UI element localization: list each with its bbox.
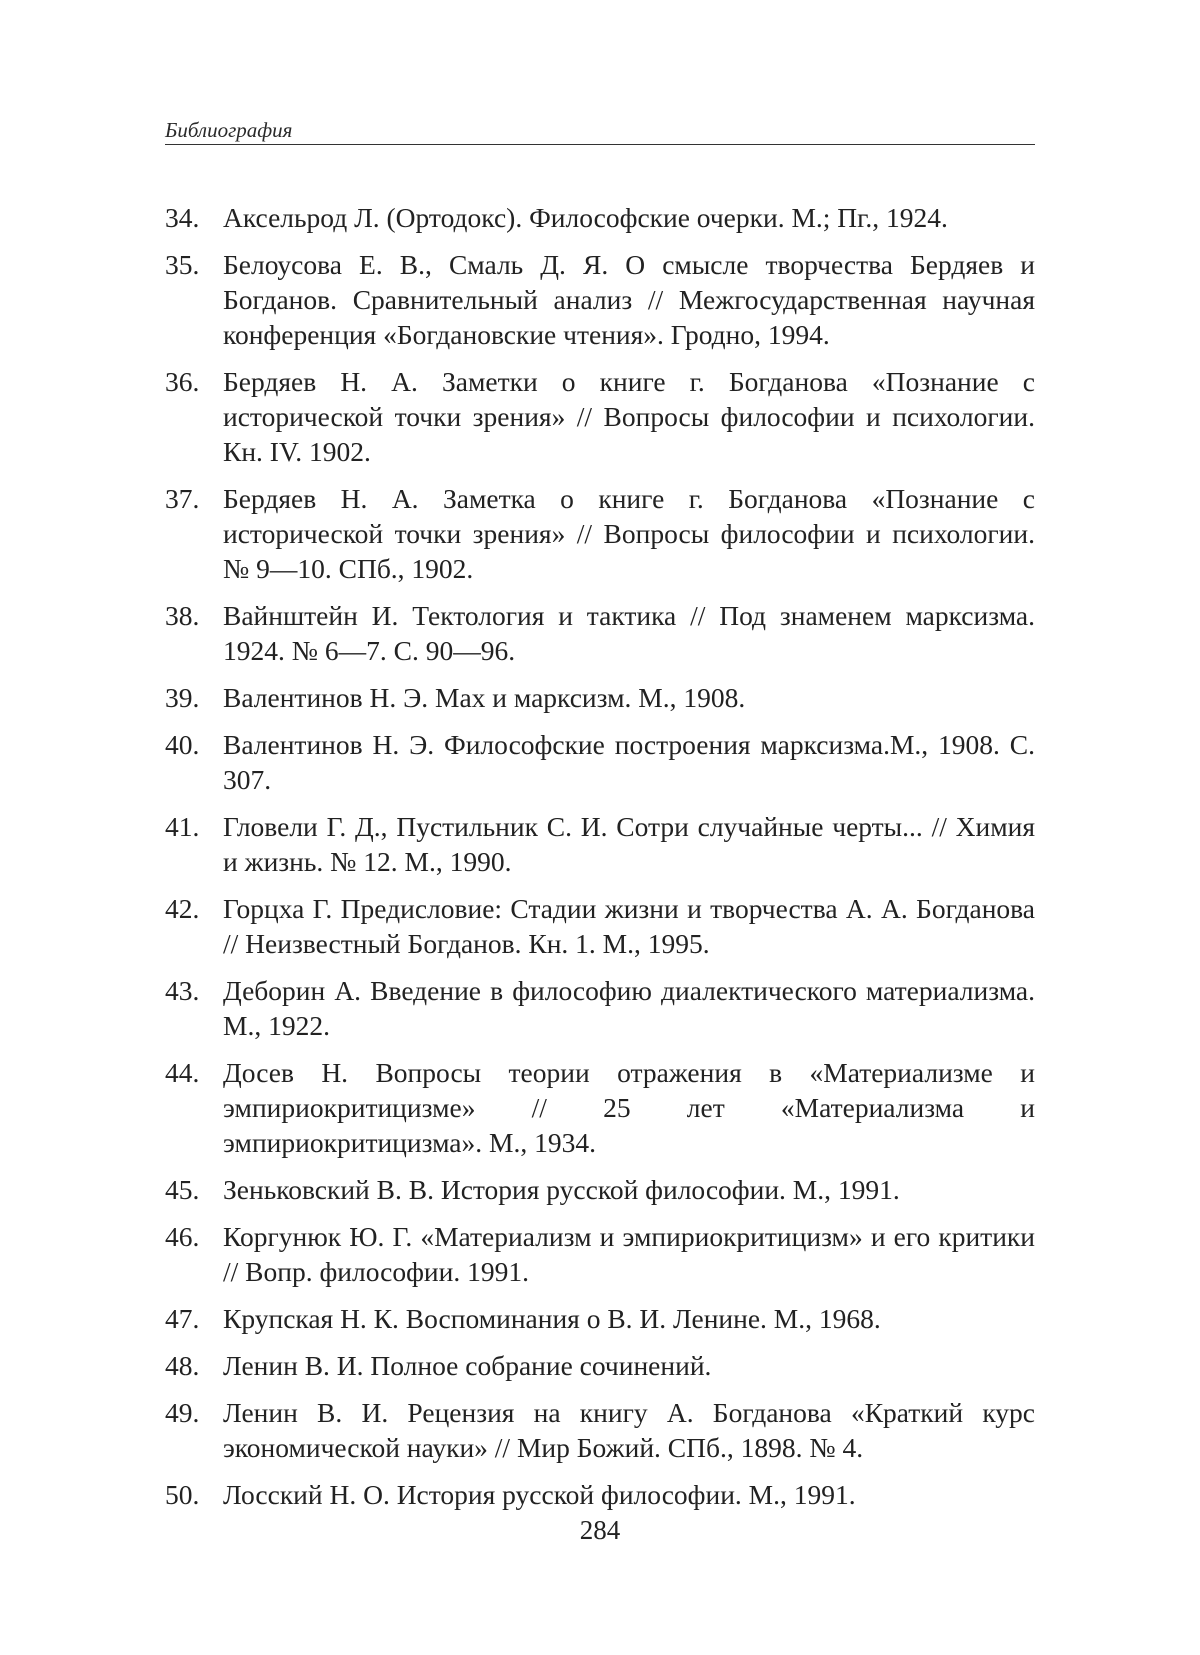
- entry-text: Бердяев Н. А. Заметка о книге г. Богданова «Познание с исторической точки зрения» // Вопросы философии и психологии. № 9—10. СПб., 1902.: [223, 483, 1035, 584]
- entry-text: Лосский Н. О. История русской философии. М., 1991.: [223, 1479, 856, 1510]
- entry-text: Гловели Г. Д., Пустильник С. И. Сотри случайные черты... // Химия и жизнь. № 12. М., 1990.: [223, 811, 1035, 877]
- bibliography-entry: [165, 598, 1035, 668]
- header-rule: [165, 144, 1035, 145]
- entry-number: 44.: [165, 1057, 200, 1088]
- entry-text: Валентинов Н. Э. Философские построения марксизма.М., 1908. С. 307.: [223, 729, 1035, 795]
- running-header: Библиография: [165, 118, 293, 142]
- bibliography-entry: [165, 1301, 1035, 1336]
- entry-text: Вайнштейн И. Тектология и тактика // Под знаменем марксизма. 1924. № 6—7. С. 90—96.: [223, 600, 1035, 666]
- bibliography-entry: [165, 680, 1035, 715]
- entry-text: Досев Н. Вопросы теории отражения в «Материализме и эмпириокритицизме» // 25 лет «Материализма и эмпириокритицизма». М., 1934.: [223, 1057, 1035, 1158]
- bibliography-entry: [165, 1477, 1035, 1512]
- entry-text: Белоусова Е. В., Смаль Д. Я. О смысле творчества Бердяев и Богданов. Сравнительный анализ // Межгосударственная научная конференция «Богдановские чтения». Гродно, 1994.: [223, 249, 1035, 350]
- entry-number: 41.: [165, 811, 200, 842]
- bibliography-entry: [165, 727, 1035, 797]
- bibliography-entry: [165, 1395, 1035, 1465]
- entry-text: Валентинов Н. Э. Мах и марксизм. М., 1908.: [223, 682, 746, 713]
- bibliography-list: [165, 200, 1035, 1524]
- bibliography-entry: [165, 1219, 1035, 1289]
- bibliography-entry: [165, 891, 1035, 961]
- bibliography-entry: [165, 364, 1035, 469]
- entry-number: 45.: [165, 1174, 200, 1205]
- entry-number: 35.: [165, 249, 200, 280]
- entry-number: 50.: [165, 1479, 200, 1510]
- bibliography-entry: [165, 481, 1035, 586]
- entry-text: Коргунюк Ю. Г. «Материализм и эмпириокритицизм» и его критики // Вопр. философии. 1991.: [223, 1221, 1035, 1287]
- bibliography-entry: [165, 809, 1035, 879]
- entry-text: Зеньковский В. В. История русской философии. М., 1991.: [223, 1174, 900, 1205]
- entry-number: 49.: [165, 1397, 200, 1428]
- entry-number: 43.: [165, 975, 200, 1006]
- entry-number: 37.: [165, 483, 200, 514]
- bibliography-entry: [165, 1348, 1035, 1383]
- entry-text: Крупская Н. К. Воспоминания о В. И. Ленине. М., 1968.: [223, 1303, 881, 1334]
- entry-text: Бердяев Н. А. Заметки о книге г. Богданова «Познание с исторической точки зрения» // Вопросы философии и психологии. Кн. IV. 1902.: [223, 366, 1035, 467]
- entry-number: 42.: [165, 893, 200, 924]
- entry-text: Ленин В. И. Полное собрание сочинений.: [223, 1350, 712, 1381]
- bibliography-entry: [165, 1055, 1035, 1160]
- entry-text: Ленин В. И. Рецензия на книгу А. Богданова «Краткий курс экономической науки» // Мир Божий. СПб., 1898. № 4.: [223, 1397, 1035, 1463]
- entry-number: 39.: [165, 682, 200, 713]
- entry-number: 47.: [165, 1303, 200, 1334]
- entry-number: 40.: [165, 729, 200, 760]
- entry-number: 36.: [165, 366, 200, 397]
- entry-number: 34.: [165, 202, 200, 233]
- entry-number: 38.: [165, 600, 200, 631]
- entry-text: Горцха Г. Предисловие: Стадии жизни и творчества А. А. Богданова // Неизвестный Богданов. Кн. 1. М., 1995.: [223, 893, 1035, 959]
- bibliography-entry: [165, 1172, 1035, 1207]
- entry-number: 48.: [165, 1350, 200, 1381]
- bibliography-entry: [165, 247, 1035, 352]
- bibliography-entry: [165, 200, 1035, 235]
- bibliography-entry: [165, 973, 1035, 1043]
- page-number: 284: [579, 1515, 621, 1545]
- entry-number: 46.: [165, 1221, 200, 1252]
- entry-text: Деборин А. Введение в философию диалектического материализма. М., 1922.: [223, 975, 1035, 1041]
- entry-text: Аксельрод Л. (Ортодокс). Философские очерки. М.; Пг., 1924.: [223, 202, 948, 233]
